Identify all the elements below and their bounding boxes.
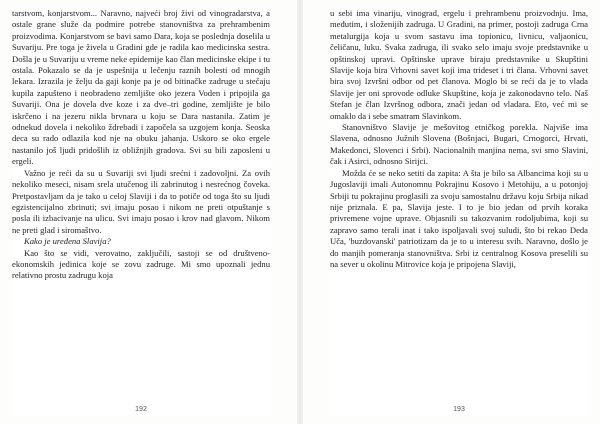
left-page-text [12,8,270,282]
book-gutter [297,0,303,424]
section-question: Kako je uređena Slavija? [24,236,111,247]
paragraph: Važno je reći da su u Suvariji svi ljudi srećni i zadovoljni. Za ovih nekoliko meseci, nisam srela utučenog ili zabrinutog i nesrećnog čoveka. Pretpostavljam da je tako u celoj Slaviji i da to potiče od toga što su ljudi egzistencijalno zbrinuti; svi imaju posao i nikom ne preti otpuštanje s posla ili izbacivanje na ulicu. Svi imaju posao i krov nad glavom. Nikom ne preti glad i siromaštvo. [12,167,270,235]
page-number: 192 [135,406,147,413]
right-page-text [330,8,588,270]
left-page [12,8,270,416]
paragraph: u sebi ima vinariju, vinograd, ergelu i prehrambenu proizvodnju. Ima, međutim, i složenijih zadruga. U Gradini, na primer, postoji zadruga Crna metalurgija koja u svom sastavu ima topionicu, livnicu, valjaonicu, čeličanu, luku. Svaka zadruga, ili svako selo imaju svoje predstavnike u opštinskoj upravi. Opštinske uprave biraju predstavnike u Skupštini Slavije koja bira Vrhovni savet koji ima trideset i tri člana. Vrhovni savet bira svoj Izvršni odbor od pet članova. Moglo bi se reći da je to vlada Slavije jer oni sprovode odluke Skupštine, koja je zakonodavno telo. Naš Stefan je član Izvršnog odbora, znači jedan od vladara. Eto, već mi se omaklo da i sebe smatram Slavinkom. [330,8,588,121]
right-page [330,8,588,416]
paragraph: Kao što se vidi, verovatno, zaključili, sastoji se od društveno-ekonomskih jedinica koje se zovu zadruge. Mi smo upoznali jednu relativno prostu zadrugu koja [12,247,270,281]
paragraph: tarstvom, konjarstvom... Naravno, najveći broj živi od vinogradarstva, a ostale grane služe da podmire potrebe stanovništva za prehrambenim proizvodima. Konjarstvom se bavi samo Dara, koja se poslednja doselila u Suvariju. Pre toga je živela u Gradini gde je radila kao medicinska sestra. Došla je u Suvariju u vreme neke epidemije kao član medicinske ekipe i tu ostala. Pokazalo se da je uspešnija u lečenju raznih bolesti od mnogih lekara. Izrazila je želju da gaji konje pa je od bitinačke zadruge u stečaju kupila zapušteno i neobradeno zemljište oko jezera Voden i pripojila ga Suvariji. Ona je dovela dve koze i za dve–tri godine, zemljište je bilo iskrčeno i na jezeru nikla brvnara u koju se Dara nastanila. Zatim je odnekud dovela i nekoliko ždrebadi i započela sa uzgojem konja. Seoska deca su rado odlazila kod nje na obuku jahanja. Uskoro se oko ergele nastanilo još ljudi pridošlih iz obližnjih gradova. Svi su bili zaposleni u ergeli. [12,8,270,167]
paragraph: Stanovništvo Slavije je mešovitog etničkog porekla. Najviše ima Slavena, odnosno Južnih Slovena (Bošnjaci, Bugari, Crnogorci, Hrvati, Makedonci, Slovenci i Srbi). Nacionalnih manjina nema, svi smo Slavini, čak i Asirci, odnosno Sirijci. [330,122,588,167]
paragraph: Možda će se neko setiti da zapita: A šta je bilo sa Albancima koji su u Jugoslaviji imali Autonomnu Pokrajinu Kosovo i Metohiju, a u potonjoj Srbiji tu pokrajinu proglasili za svoju samostalnu državu koju Srbija nikad nije priznala. E pa, Slavija jeste. I to je bio jedan od prvih koraka privremene vojne uprave. Objasnili su takozvanim rodoljubima, koji su zapravo samo terali inat i tako ispoljavali svoj suludi, što bi rekao Deda Uča, 'buzdovanski' patriotizam da je to u interesu svih. Naravno, došlo je do manjih pomeranja stanovništva. Srbi iz centralnog Kosova preselili su na sever u okolinu Mitrovice koja je pripojena Slaviji, [330,167,588,269]
page-number: 193 [453,406,465,413]
